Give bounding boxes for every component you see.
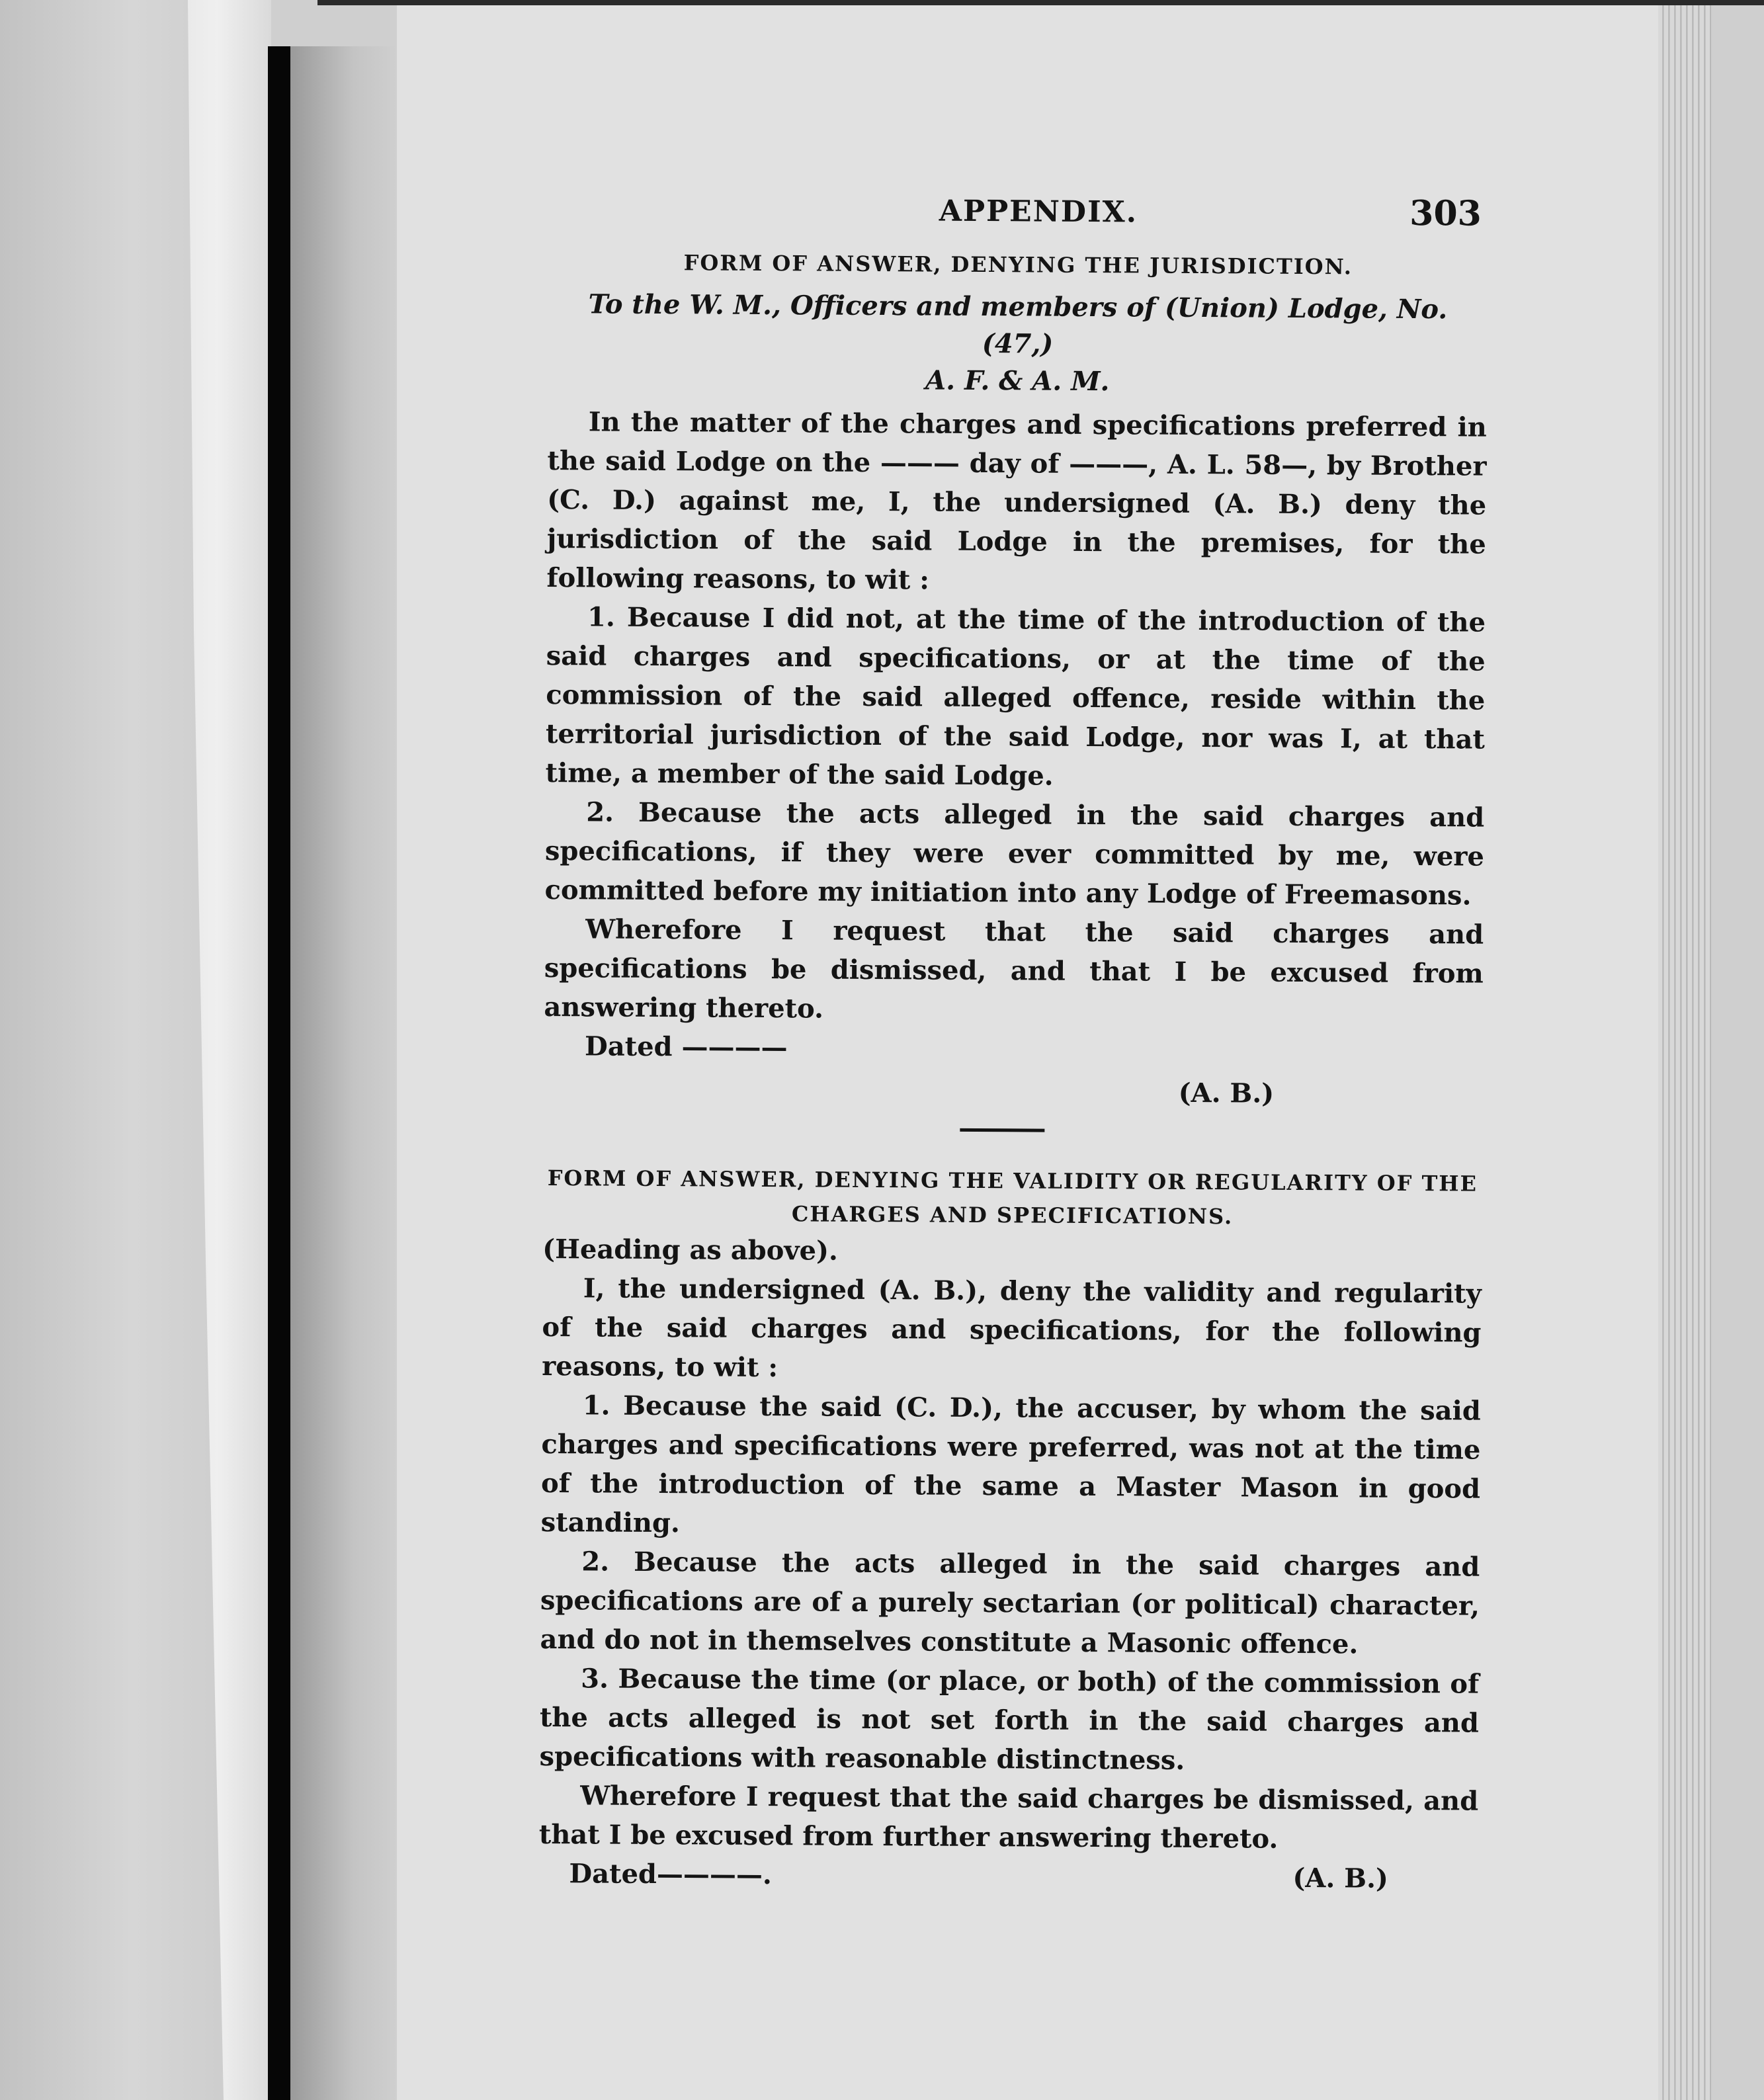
- form2-dated: Dated————.: [569, 1858, 773, 1891]
- form2-heading-line2: CHARGES AND SPECIFICATIONS.: [791, 1201, 1234, 1230]
- form1-signature: (A. B.): [1178, 1077, 1275, 1109]
- form2-paragraph-reason-2: 2. Because the acts alleged in the said charges and specifications are of a purely sectarian (or political) character, and do not in themselves constitute a Masonic offence.: [540, 1546, 1480, 1660]
- form2-paragraph-intro: I, the undersigned (A. B.), deny the validity and regularity of the said charges and specifications, for the following reasons, to wit :: [542, 1273, 1482, 1384]
- form2-heading-note: (Heading as above).: [542, 1233, 839, 1267]
- form2-dated-row: [538, 1854, 1478, 1899]
- gutter-shadow: [290, 46, 396, 2100]
- form1-address: [548, 286, 1488, 403]
- running-head: [549, 192, 1488, 251]
- form1-paragraph-intro: In the matter of the charges and specifications preferred in the said Lodge on the ——— day of ———, A. L. 58—, by Brother (C. D.) against me, I, the undersigned (A. B.) deny the jurisdiction of the said Lodge in the premises, for the following reasons, to wit :: [546, 406, 1487, 596]
- scan-top-edge: [317, 0, 1764, 5]
- page-number: 303: [1409, 192, 1482, 234]
- form2-paragraph-reason-1: 1. Because the said (C. D.), the accuser, by whom the said charges and specifications were preferred, was not at the time of the introduction of the same a Master Mason in good standing.: [540, 1390, 1481, 1539]
- section-divider: [960, 1128, 1044, 1132]
- form2-paragraph-wherefore: Wherefore I request that the said charges be dismissed, and that I be excused from further answering thereto.: [538, 1780, 1479, 1855]
- form1-address-line2: A. F. & A. M.: [925, 364, 1110, 398]
- form2-signature: (A. B.): [1292, 1862, 1389, 1894]
- form1-dated: Dated ————: [584, 1030, 788, 1064]
- form1-paragraph-wherefore: Wherefore I request that the said charges and specifications be dismissed, and that I be excused from answering thereto.: [544, 913, 1484, 1025]
- running-head-title: APPENDIX.: [939, 194, 1138, 230]
- form2-heading-line1: FORM OF ANSWER, DENYING THE VALIDITY OR REGULARITY OF THE: [547, 1165, 1478, 1197]
- form-answer-jurisdiction: [544, 245, 1488, 1114]
- form1-paragraph-reason-1: 1. Because I did not, at the time of the introduction of the said charges and specifications, or at the time of the commission of the said alleged offence, reside within the territorial jurisdiction of the said Lodge, nor was I, at that time, a member of the said Lodge.: [545, 601, 1486, 792]
- form1-address-line1: To the W. M., Officers and members of (Union) Lodge, No. (47,): [588, 288, 1448, 360]
- form2-paragraph-reason-3: 3. Because the time (or place, or both) of the commission of the acts alleged is not set forth in the said charges and specifications with reasonable distinctness.: [539, 1663, 1480, 1776]
- form-answer-validity: [538, 1161, 1482, 1899]
- form1-heading: FORM OF ANSWER, DENYING THE JURISDICTION.: [683, 250, 1353, 280]
- form1-paragraph-reason-2: 2. Because the acts alleged in the said charges and specifications, if they were ever committed by me, were committed before my initiation into any Lodge of Freemasons.: [544, 796, 1485, 911]
- page-edges: [1658, 0, 1711, 2100]
- book-spine-shadow: [268, 46, 290, 2100]
- page-text-block: [538, 192, 1488, 1899]
